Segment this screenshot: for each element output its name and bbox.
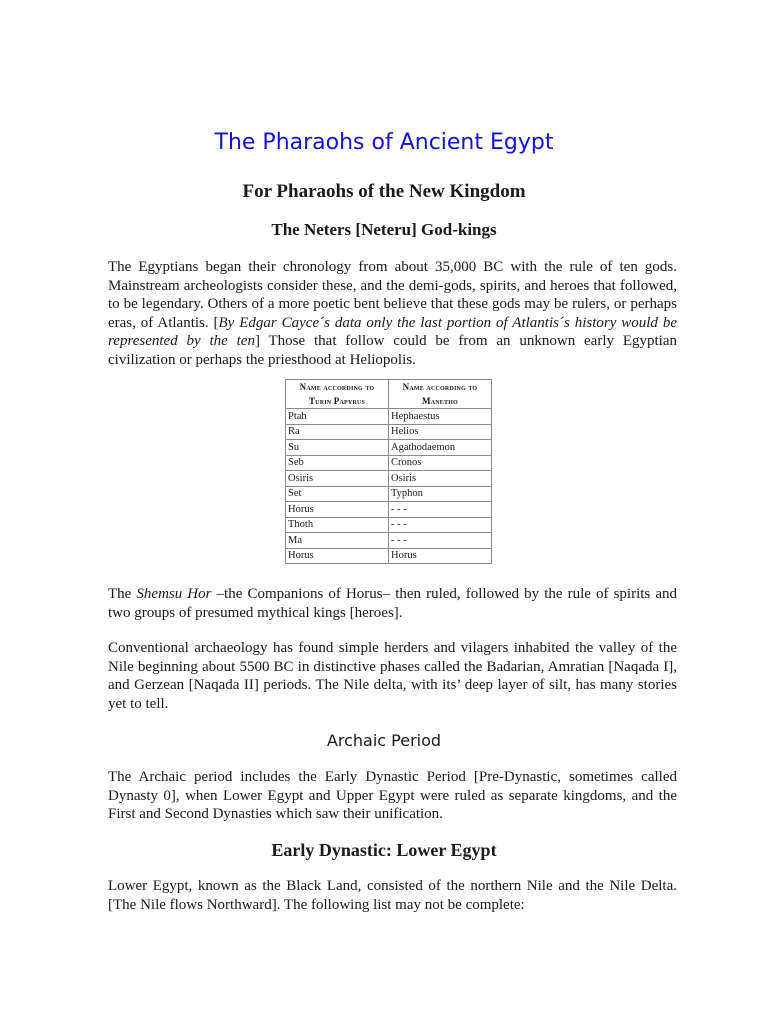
cell-manetho: Hephaestus (389, 409, 492, 425)
intro-text: The Egyptians began their chronology from about 35,000 BC with the rule of ten gods. Mainstream archeologists consider these, and the demi-gods, spirits, and heroes that followed, to be legendary. Others of a more poetic bent believe that these gods may be rulers, or perhaps eras, of Atlantis. [ (108, 259, 677, 331)
cell-manetho: Cronos (389, 455, 492, 471)
lower-egypt-text: Lower Egypt, known as the Black Land, consisted of the northern Nile and the Nile Delta. [The Nile flows Northward]. The following list may not be complete: (108, 878, 677, 913)
shemsu-italic: Shemsu Hor (136, 586, 212, 602)
table-row (286, 409, 492, 425)
cell-manetho: Osiris (389, 471, 492, 487)
table-row (286, 440, 492, 456)
table-row (286, 455, 492, 471)
intro-italic: By Edgar Cayce´s data only the last portion of Atlantis´s history would be represented by the ten (108, 314, 677, 350)
column-header-turin: Name according to Turin Papyrus (286, 380, 389, 409)
cell-manetho: Typhon (389, 486, 492, 502)
cell-manetho: Agathodaemon (389, 440, 492, 456)
shemsu-pre: The (108, 586, 137, 602)
conventional-paragraph (108, 639, 677, 713)
table-row (286, 533, 492, 549)
cell-turin: Osiris (286, 471, 389, 487)
column-header-manetho: Name according to Manetho (389, 380, 492, 409)
cell-turin: Horus (286, 548, 389, 564)
cell-manetho: Horus (389, 548, 492, 564)
god-kings-table (285, 379, 492, 564)
table-row (286, 471, 492, 487)
conventional-text: Conventional archaeology has found simple herders and vilagers inhabited the valley of the Nile beginning about 5500 BC in distinctive phases called the Badarian, Amratian [Naqada I], and Gerzean [Naqada II] periods. The Nile delta, with its’ deep layer of silt, has many stories yet to tell. (108, 640, 677, 712)
cell-turin: Seb (286, 455, 389, 471)
cell-turin: Ra (286, 424, 389, 440)
lower-egypt-paragraph (108, 877, 677, 914)
table-header-row (286, 380, 492, 409)
section-heading-archaic: Archaic Period (326, 731, 442, 750)
archaic-paragraph (108, 768, 677, 824)
intro-paragraph (108, 258, 677, 370)
section-heading-lower-egypt: Early Dynastic: Lower Egypt (271, 840, 497, 860)
archaic-text: The Archaic period includes the Early Dynastic Period [Pre-Dynastic, sometimes called Dynasty 0], when Lower Egypt and Upper Egypt were ruled as separate kingdoms, and the First and Second Dynasties which saw their unification. (108, 769, 677, 823)
shemsu-post: –the Companions of Horus– then ruled, followed by the rule of spirits and two groups of presumed mythical kings [heroes]. (108, 586, 677, 621)
shemsu-paragraph (108, 585, 677, 622)
cell-turin: Horus (286, 502, 389, 518)
cell-turin: Thoth (286, 517, 389, 533)
cell-turin: Su (286, 440, 389, 456)
cell-manetho: Helios (389, 424, 492, 440)
table-row (286, 486, 492, 502)
cell-manetho: - - - (389, 502, 492, 518)
table-row (286, 424, 492, 440)
section-heading-neters: The Neters [Neteru] God-kings (271, 220, 497, 239)
page-title: The Pharaohs of Ancient Egypt (214, 130, 554, 155)
table-row (286, 517, 492, 533)
intro-text-end: ] Those that follow could be from an unknown early Egyptian civilization or perhaps the priesthood at Heliopolis. (108, 333, 677, 368)
page-subtitle: For Pharaohs of the New Kingdom (242, 181, 526, 202)
cell-manetho: - - - (389, 533, 492, 549)
cell-turin: Set (286, 486, 389, 502)
cell-manetho: - - - (389, 517, 492, 533)
cell-turin: Ptah (286, 409, 389, 425)
table-row (286, 502, 492, 518)
cell-turin: Ma (286, 533, 389, 549)
table-row (286, 548, 492, 564)
